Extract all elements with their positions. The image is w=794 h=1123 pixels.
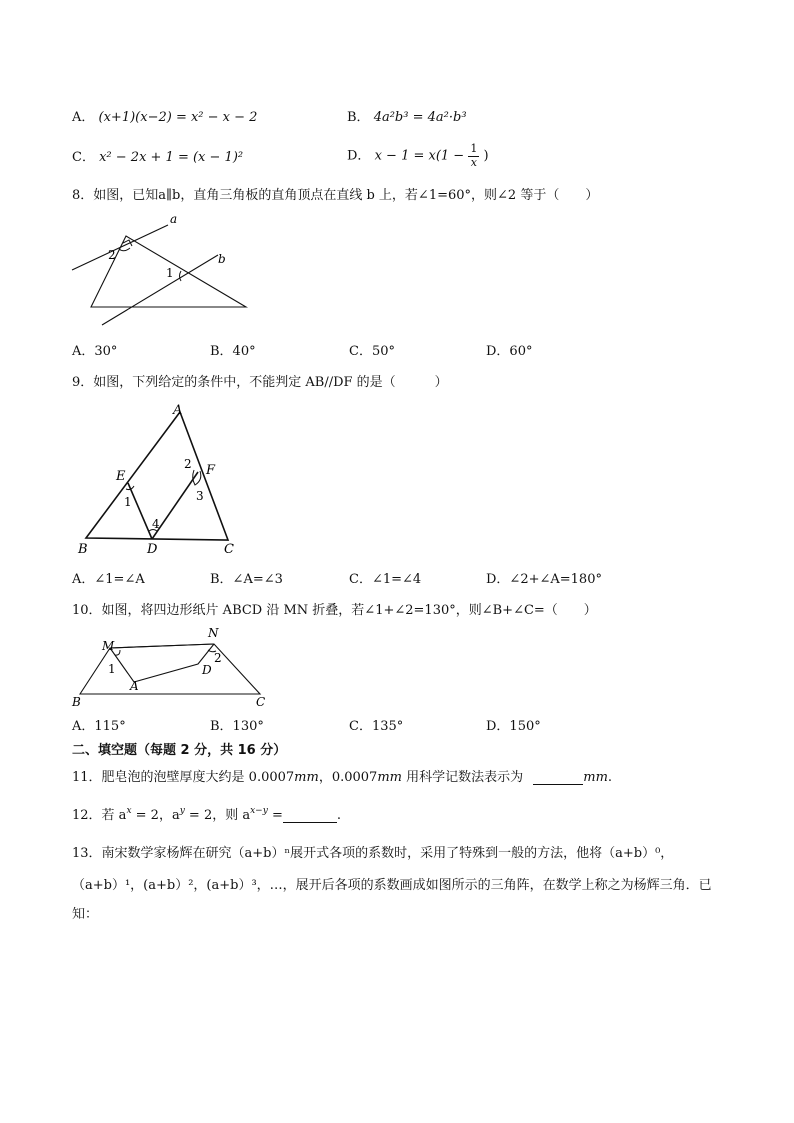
label-a: a (170, 212, 178, 226)
label-N: N (208, 626, 219, 640)
q11-unit: mm (583, 770, 608, 785)
label-M: M (102, 639, 115, 653)
option-expression-end: ) (483, 148, 489, 164)
q11-unit: mm (377, 770, 402, 785)
angle2-arc (119, 248, 130, 251)
fraction-numerator: 1 (470, 142, 478, 155)
option-label: C． (72, 150, 95, 165)
q9-option-b[interactable]: B．∠A=∠3 (210, 572, 283, 587)
q11-text (72, 771, 612, 785)
q12-part: = (267, 808, 283, 823)
option-expression: x² − 2x + 1 = (x − 1)² (99, 150, 244, 165)
angle1-arc (115, 650, 120, 655)
q12-part: = 2，则 a (184, 808, 251, 823)
label-C: C (224, 542, 234, 557)
q10-stem: 10．如图，将四边形纸片 ABCD 沿 MN 折叠，若∠1+∠2=130°，则∠B+∠C=（ ） (72, 603, 597, 618)
option-expression: x − 1 = x(1 − (374, 148, 465, 164)
q9-option-a[interactable]: A．∠1=∠A (72, 572, 145, 587)
fold-line-mn (110, 644, 214, 648)
q10-option-b[interactable]: B．130° (210, 719, 264, 734)
q12-answer-blank[interactable] (283, 809, 337, 823)
q9-stem: 9．如图，下列给定的条件中，不能判定 AB//DF 的是（ ） (72, 375, 448, 390)
q7-option-a[interactable] (72, 111, 257, 124)
label-B: B (78, 542, 88, 557)
label-A: A (173, 403, 183, 418)
q11-part: 11．肥皂泡的泡壁厚度大约是 0.0007 (72, 770, 295, 785)
label-angle-1: 1 (124, 495, 132, 509)
option-expression: 4a²b³ = 4a²·b³ (373, 110, 467, 125)
q11-part: ，0.0007 (318, 770, 378, 785)
label-B: B (72, 695, 81, 709)
label-angle-3: 3 (196, 489, 204, 503)
q13-line-1: 13．南宋数学家杨辉在研究（a+b）ⁿ展开式各项的系数时，采用了特殊到一般的方法，他将（a+b）⁰， (72, 846, 674, 861)
q10-option-c[interactable]: C．135° (349, 719, 404, 734)
fraction (468, 143, 479, 169)
label-angle-2: 2 (108, 248, 116, 262)
q9-option-c[interactable]: C．∠1=∠4 (349, 572, 422, 587)
label-A: A (130, 679, 139, 693)
q9-option-d[interactable]: D．∠2+∠A=180° (486, 572, 602, 587)
label-angle-1: 1 (166, 266, 174, 280)
q12-part: = 2，a (131, 808, 180, 823)
folded-edge (110, 644, 214, 682)
q8-stem: 8．如图，已知a∥b，直角三角板的直角顶点在直线 b 上，若∠1=60°，则∠2 等于（ ） (72, 188, 599, 203)
label-E: E (116, 469, 126, 484)
label-angle-2: 2 (214, 651, 222, 665)
q13-line-3: 知： (72, 907, 99, 922)
label-angle-2: 2 (184, 457, 192, 471)
q8-option-d[interactable]: D．60° (486, 344, 533, 359)
q12-end: . (336, 808, 341, 823)
label-D: D (202, 663, 212, 677)
q10-figure (68, 626, 278, 709)
option-label: D． (347, 148, 371, 164)
label-b: b (218, 252, 226, 266)
q7-option-c[interactable] (72, 151, 243, 164)
q8-option-b[interactable]: B．40° (210, 344, 256, 359)
option-label: A． (72, 110, 95, 125)
q7-option-b[interactable] (347, 111, 467, 124)
q8-option-c[interactable]: C．50° (349, 344, 395, 359)
q11-answer-blank[interactable] (533, 771, 583, 785)
label-angle-1: 1 (108, 662, 116, 676)
fraction-denominator: x (470, 155, 477, 169)
q8-figure (68, 213, 258, 323)
q10-option-a[interactable]: A．115° (72, 719, 126, 734)
option-label: B． (347, 110, 370, 125)
q12-exponent: y (179, 806, 185, 816)
q12-text (72, 806, 341, 823)
q11-part: 用科学记数法表示为 (401, 770, 524, 785)
q12-exponent: x−y (250, 806, 268, 816)
angle1-arc (180, 271, 182, 281)
q13-line-2: （a+b）¹，(a+b）²，(a+b）³，…，展开后各项的系数画成如图所示的三角阵，在数学上称之为杨辉三角．已 (72, 878, 712, 893)
segment-ed (128, 483, 152, 539)
q8-option-a[interactable]: A．30° (72, 344, 118, 359)
q9-figure (72, 400, 242, 560)
q11-end: . (607, 770, 613, 785)
q7-option-d[interactable] (347, 143, 489, 169)
q12-exponent: x (126, 806, 132, 816)
line-b (102, 255, 218, 325)
option-expression: (x+1)(x−2) = x² − x − 2 (98, 110, 258, 125)
label-D: D (147, 542, 158, 557)
label-angle-4: 4 (152, 517, 160, 531)
q11-unit: mm (294, 770, 319, 785)
label-C: C (256, 695, 266, 709)
label-F: F (206, 463, 216, 478)
q10-option-d[interactable]: D．150° (486, 719, 541, 734)
section-title: 二、填空题（每题 2 分，共 16 分） (72, 743, 287, 758)
q12-part: 12．若 a (72, 808, 127, 823)
